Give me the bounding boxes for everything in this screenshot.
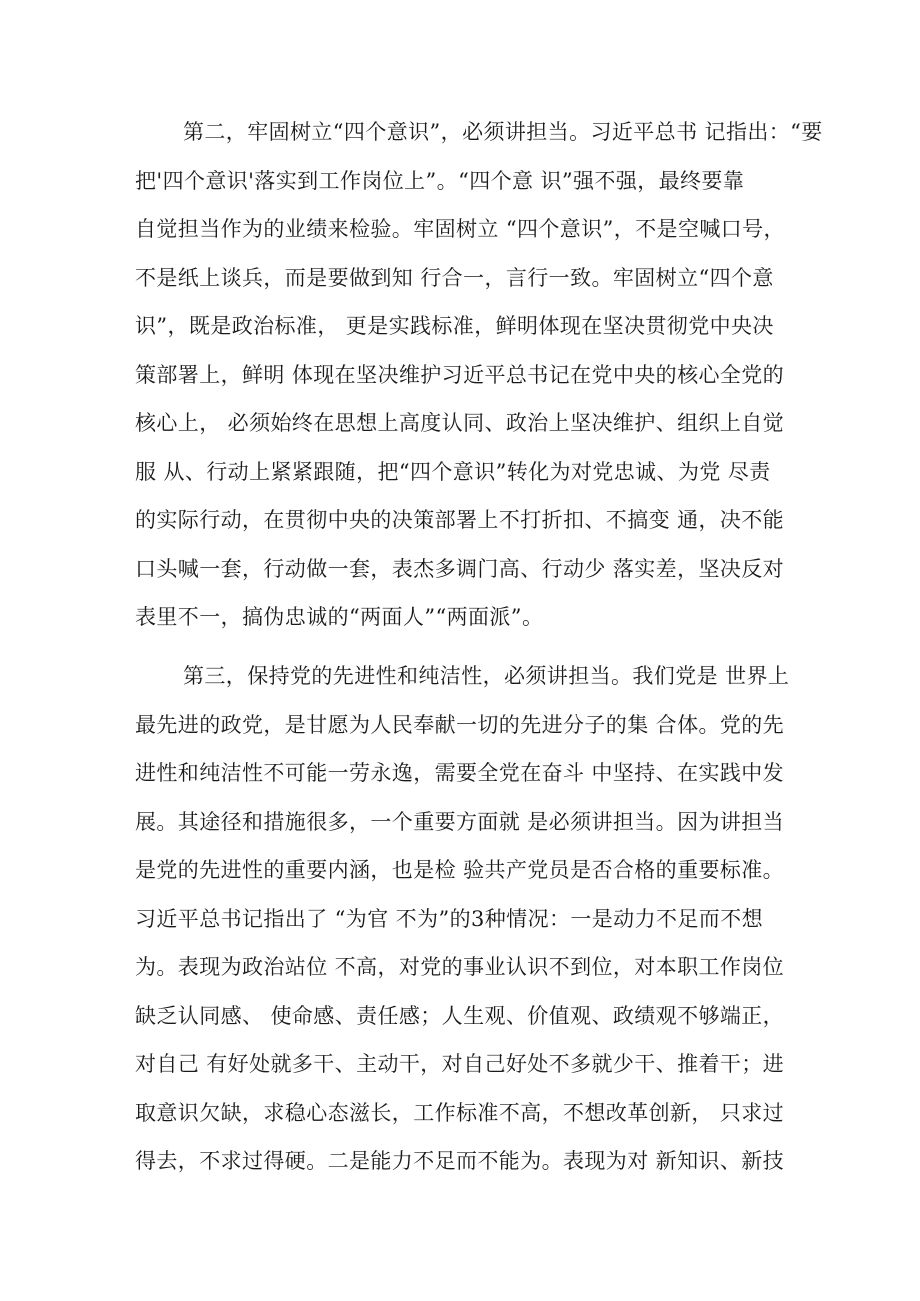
text-line: 是党的先进性的重要内涵，也是检 验共产党员是否合格的重要标准。	[135, 858, 785, 882]
text-line: 最先进的政党，是甘愿为人民奉献一切的先进分子的集 合体。党的先	[135, 712, 785, 737]
text-line: 策部署上，鲜明 体现在坚决维护习近平总书记在党中央的核心全党的	[135, 362, 785, 387]
text-line: 不是纸上谈兵，而是要做到知 行合一，言行一致。牢固树立“四个意	[135, 265, 774, 290]
text-line: 缺乏认同感、 使命感、责任感；人生观、价值观、政绩观不够端正，	[135, 1003, 785, 1028]
text-line: 展。其途径和措施很多，一个重要方面就 是必须讲担当。因为讲担当	[135, 809, 785, 834]
text-line: 习近平总书记指出了 “为官 不为”的3种情况：一是动力不足而不想	[135, 906, 763, 931]
paragraph-third-point	[135, 652, 795, 1186]
text-line: 第三，保持党的先进性和纯洁性，必须讲担当。我们党是 世界上	[183, 664, 790, 688]
text-line: 对自己 有好处就多干、主动干，对自己好处不多就少干、推着干；进	[135, 1052, 785, 1076]
text-line: 识”，既是政治标准， 更是实践标准，鲜明体现在坚决贯彻党中央决	[135, 314, 774, 338]
text-line: 核心上， 必须始终在思想上高度认同、政治上坚决维护、组织上自觉	[135, 411, 785, 435]
text-line: 服 从、行动上紧紧跟随，把“四个意识”转化为对党忠诚、为党 尽责	[135, 459, 771, 484]
text-line: 第二，牢固树立“四个意识”，必须讲担当。习近平总书 记指出：“要	[183, 120, 823, 144]
text-line: 口头喊一套，行动做一套，表杰多调门高、行动少 落实差，坚决反对	[135, 556, 785, 581]
text-line: 进性和纯洁性不可能一劳永逸，需要全党在奋斗 中坚持、在实践中发	[135, 761, 785, 785]
text-line: 表里不一，搞伪忠诚的“两面人”“两面派”。	[135, 605, 544, 629]
text-line: 的实际行动，在贯彻中央的决策部署上不打折扣、不搞变 通，决不能	[135, 508, 785, 532]
text-line: 取意识欠缺，求稳心态滋长，工作标准不高，不想改革创新， 只求过	[135, 1100, 785, 1125]
text-line: 把'四个意识'落实到工作岗位上”。“四个意 识”强不强，最终要靠	[135, 168, 745, 193]
text-line: 得去，不求过得硬。二是能力不足而不能为。表现为对 新知识、新技	[135, 1149, 785, 1173]
text-line: 自觉担当作为的业绩来检验。牢固树立 “四个意识”，不是空喊口号，	[135, 217, 785, 241]
text-line: 为。表现为政治站位 不高，对党的事业认识不到位，对本职工作岗位	[135, 955, 785, 979]
paragraph-second-point	[135, 108, 823, 642]
